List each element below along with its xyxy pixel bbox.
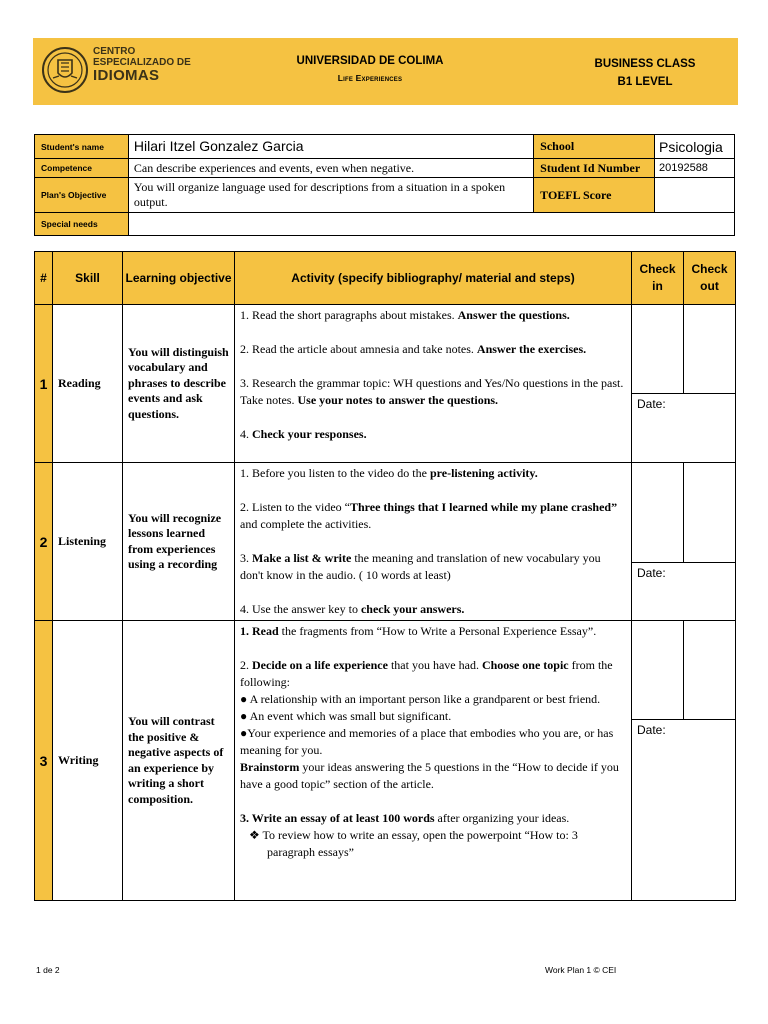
header-right: [580, 55, 710, 91]
student-name-value: Hilari Itzel Gonzalez Garcia: [128, 135, 533, 159]
check-in-cell[interactable]: [632, 621, 684, 720]
cei-logo-text: [93, 47, 191, 84]
skill-reading: Reading: [53, 305, 123, 463]
class-name: BUSINESS CLASS: [594, 58, 696, 70]
table-row: [35, 463, 736, 563]
skill-writing: Writing: [53, 621, 123, 901]
activity-step: 1. Read the fragments from “How to Write a Personal Experience Essay”.: [240, 624, 597, 638]
objective-reading: You will distinguish vocabulary and phrases to describe events and ask questions.: [123, 305, 235, 463]
row-number: 1: [35, 305, 53, 463]
check-in-cell[interactable]: [632, 463, 684, 563]
check-out-cell[interactable]: [684, 463, 736, 563]
level-label: B1 LEVEL: [617, 76, 673, 88]
university-seal-icon: [41, 46, 89, 94]
table-row: [35, 305, 736, 394]
special-needs-value: [128, 213, 734, 236]
header-check-in: Check in: [632, 252, 684, 305]
document-footer: Work Plan 1 © CEI: [545, 965, 617, 975]
student-name-label: Student's name: [35, 135, 129, 159]
row-number: 2: [35, 463, 53, 621]
activity-reading: [235, 305, 632, 463]
school-value: Psicologia: [654, 135, 734, 159]
objective-value: You will organize language used for descriptions from a situation in a spoken output.: [128, 178, 533, 213]
topic-option: ● An event which was small but significant.: [240, 709, 452, 723]
activity-step: 1. Read the short paragraphs about mistakes. Answer the questions.: [240, 308, 570, 322]
header-center: [260, 55, 480, 83]
check-out-cell[interactable]: [684, 621, 736, 720]
activity-step: 4. Check your responses.: [240, 427, 367, 441]
objective-label: Plan's Objective: [35, 178, 129, 213]
sub-step: ❖ To review how to write an essay, open the powerpoint “How to: 3 paragraph essays”: [249, 828, 578, 859]
activity-step: 3. Write an essay of at least 100 words after organizing your ideas.: [240, 811, 570, 825]
table-row: [35, 621, 736, 720]
header-check-out: Check out: [684, 252, 736, 305]
activity-step: 2. Listen to the video “Three things that I learned while my plane crashed” and complete the activities.: [240, 500, 618, 531]
activity-step: 4. Use the answer key to check your answers.: [240, 602, 465, 616]
objective-writing: You will contrast the positive & negative aspects of an experience by writing a short composition.: [123, 621, 235, 901]
header-objective: Learning objective: [123, 252, 235, 305]
activity-step: 3. Research the grammar topic: WH questions and Yes/No questions in the past. Take notes. Use your notes to answer the questions.: [240, 376, 624, 407]
check-out-cell[interactable]: [684, 305, 736, 394]
toefl-label: TOEFL Score: [534, 178, 655, 213]
student-info-table: [34, 134, 735, 236]
work-plan-table: [34, 251, 736, 901]
activity-listening: [235, 463, 632, 621]
logo-line3: IDIOMAS: [93, 67, 160, 84]
activity-step: 3. Make a list & write the meaning and translation of new vocabulary you don't know in the audio. ( 10 words at least): [240, 551, 601, 582]
activity-step: 2. Read the article about amnesia and take notes. Answer the exercises.: [240, 342, 587, 356]
header-skill: Skill: [53, 252, 123, 305]
logo-line1: CENTRO: [93, 46, 136, 57]
logo-line2: ESPECIALIZADO DE: [93, 56, 191, 68]
header-activity: Activity (specify bibliography/ material and steps): [235, 252, 632, 305]
date-field[interactable]: Date:: [632, 563, 736, 621]
student-id-label: Student Id Number: [534, 159, 655, 178]
topic-option: ●Your experience and memories of a place that embodies who you are, or has meaning for you.: [240, 726, 614, 757]
school-label: School: [534, 135, 655, 159]
date-field[interactable]: Date:: [632, 394, 736, 463]
toefl-value: [654, 178, 734, 213]
activity-writing: [235, 621, 632, 901]
objective-listening: You will recognize lessons learned from experiences using a recording: [123, 463, 235, 621]
university-title: UNIVERSIDAD DE COLIMA: [296, 55, 444, 67]
topic-option: ● A relationship with an important person like a grandparent or best friend.: [240, 692, 601, 706]
header-num: #: [35, 252, 53, 305]
activity-step: 1. Before you listen to the video do the pre-listening activity.: [240, 466, 538, 480]
date-field[interactable]: Date:: [632, 720, 736, 901]
page-number: 1 de 2: [36, 965, 60, 975]
student-id-value: 20192588: [654, 159, 734, 178]
check-in-cell[interactable]: [632, 305, 684, 394]
course-name: Life Experiences: [337, 73, 403, 83]
competence-value: Can describe experiences and events, even when negative.: [128, 159, 533, 178]
special-needs-label: Special needs: [35, 213, 129, 236]
row-number: 3: [35, 621, 53, 901]
skill-listening: Listening: [53, 463, 123, 621]
competence-label: Competence: [35, 159, 129, 178]
activity-step: Brainstorm your ideas answering the 5 questions in the “How to decide if you have a good topic” section of the article.: [240, 760, 619, 791]
activity-step: 2. Decide on a life experience that you have had. Choose one topic from the following:: [240, 658, 613, 689]
